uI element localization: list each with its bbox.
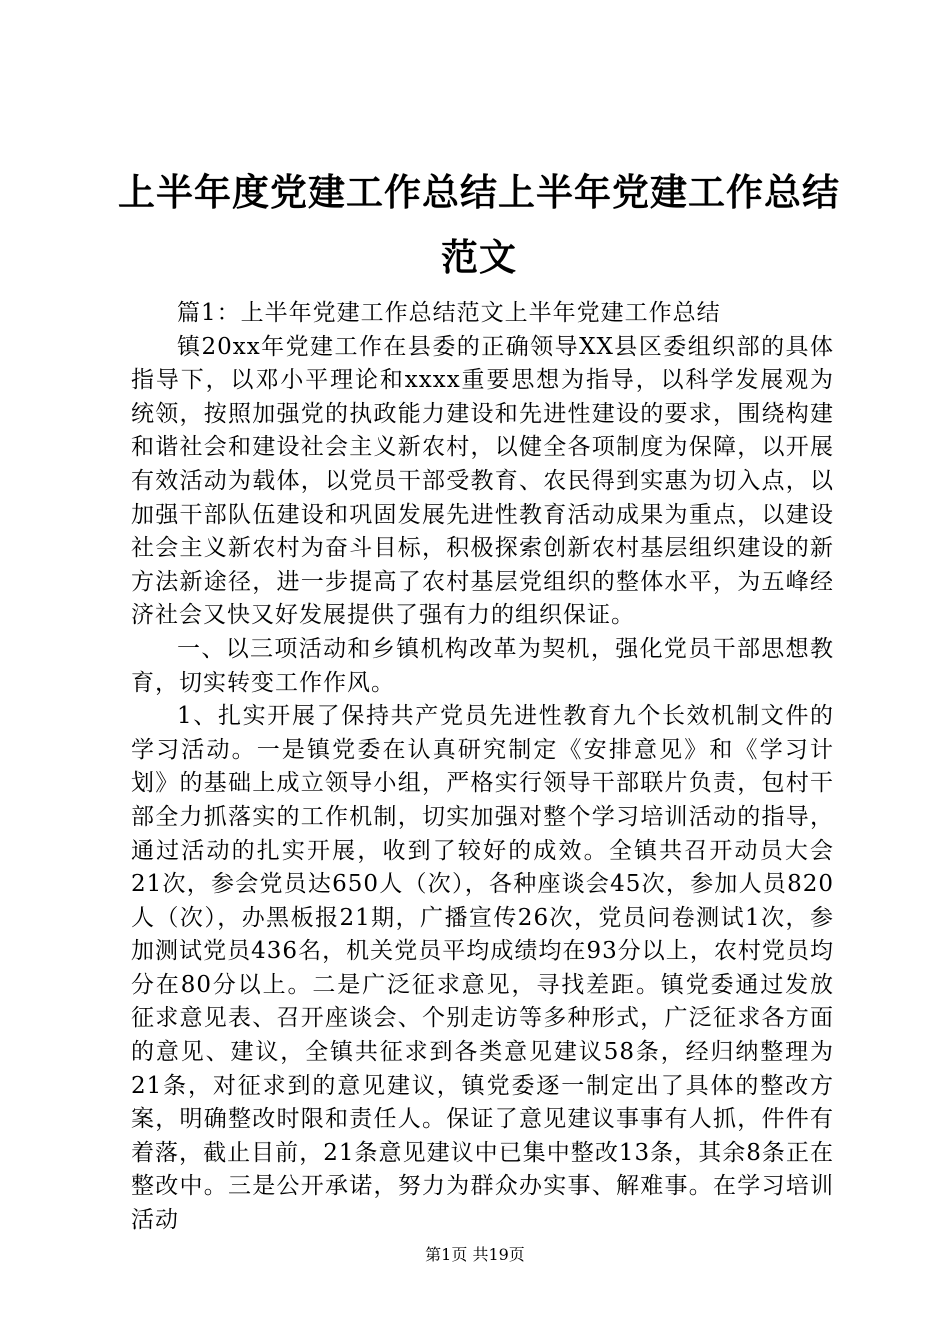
- paragraph-section-heading: 一、以三项活动和乡镇机构改革为契机，强化党员干部思想教育，切实转变工作作风。: [131, 635, 834, 696]
- paragraph-heading: 篇1：上半年党建工作总结范文上半年党建工作总结: [177, 300, 721, 326]
- paragraph: 1、扎实开展了保持共产党员先进性教育九个长效机制文件的学习活动。一是镇党委在认真研究制定《安排意见》和《学习计划》的基础上成立领导小组，严格实行领导干部联片负责，包村干部全力抓落实的工作机制，切实加强对整个学习培训活动的指导，通过活动的扎实开展，收到了较好的成效。全镇共召开动员大会21次，参会党员达650人（次），各种座谈会45次，参加人员820人（次），办黑板报21期，广播宣传26次，党员问卷测试1次，参加测试党员436名，机关党员平均成绩均在93分以上，农村党员均分在80分以上。二是广泛征求意见，寻找差距。镇党委通过发放征求意见表、召开座谈会、个别走访等多种形式，广泛征求各方面的意见、建议，全镇共征求到各类意见建议58条，经归纳整理为21条，对征求到的意见建议，镇党委逐一制定出了具体的整改方案，明确整改时限和责任人。保证了意见建议事事有人抓，件件有着落，截止目前，21条意见建议中已集中整改13条，其余8条正在整改中。三是公开承诺，努力为群众办实事、解难事。在学习培训活动: [131, 703, 834, 1234]
- paragraph: 镇20xx年党建工作在县委的正确领导XX县区委组织部的具体指导下，以邓小平理论和xxxx重要思想为指导，以科学发展观为统领，按照加强党的执政能力建设和先进性建设的要求，围绕构建和谐社会和建设社会主义新农村，以健全各项制度为保障，以开展有效活动为载体，以党员干部受教育、农民得到实惠为切入点，以加强干部队伍建设和巩固发展先进性教育活动成果为重点，以建设社会主义新农村为奋斗目标，积极探索创新农村基层组织建设的新方法新途径，进一步提高了农村基层党组织的整体水平，为五峰经济社会又快又好发展提供了强有力的组织保证。: [131, 333, 834, 629]
- page-number: 第1页 共19页: [425, 1245, 525, 1264]
- document-title: 上半年度党建工作总结上半年党建工作总结范文: [118, 170, 840, 279]
- document-body: [131, 297, 834, 1238]
- page-footer: [0, 1244, 950, 1266]
